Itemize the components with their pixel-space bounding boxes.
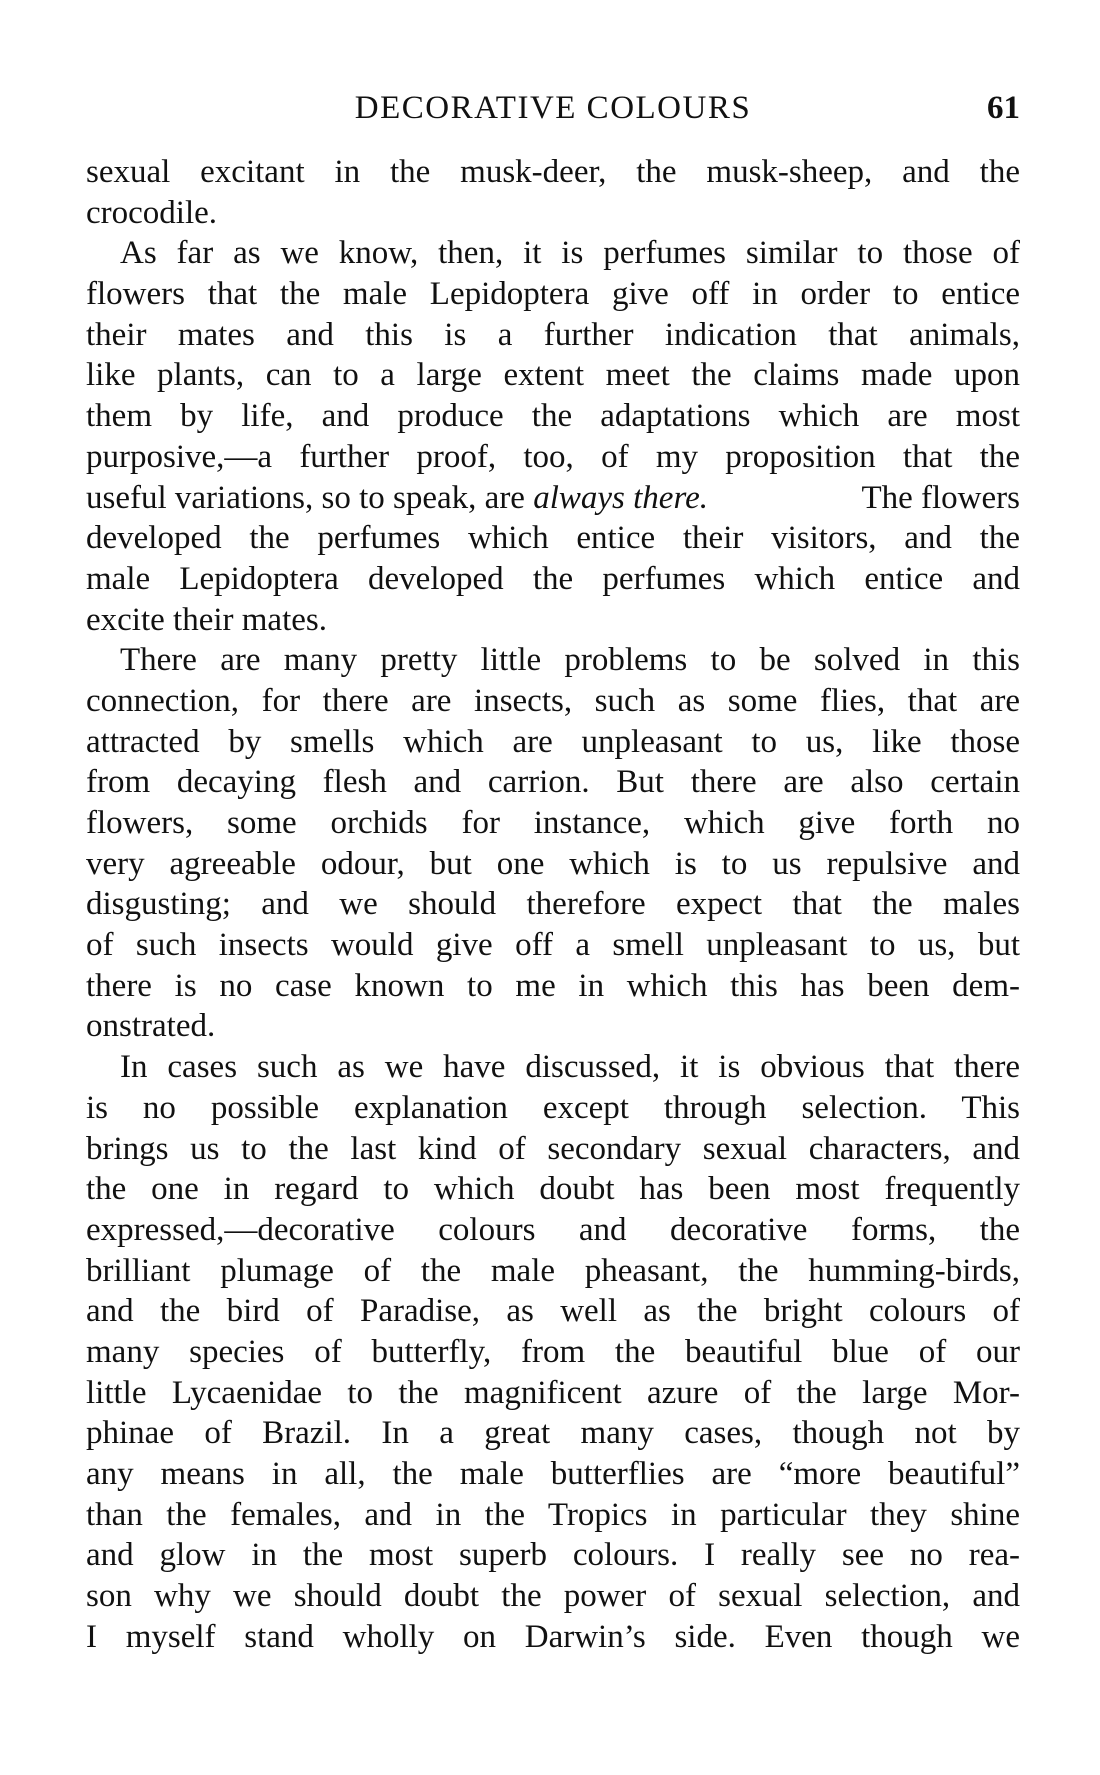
text-line: from decaying flesh and carrion. But there are also certain (86, 764, 1020, 801)
paragraph (86, 640, 1020, 1047)
text-line: many species of butterfly, from the beautiful blue of our (86, 1333, 1020, 1370)
text-line: and the bird of Paradise, as well as the bright colours of (86, 1293, 1020, 1330)
text-line: purposive,—a further proof, too, of my proposition that the (86, 438, 1020, 475)
paragraph (86, 1047, 1020, 1657)
text-line: In cases such as we have discussed, it is obvious that there (120, 1049, 1020, 1086)
text-line: attracted by smells which are unpleasant to us, like those (86, 723, 1020, 760)
text-line: is no possible explanation except through selection. This (86, 1089, 1020, 1126)
text-line: onstrated. (86, 1008, 216, 1045)
text-line: brilliant plumage of the male pheasant, the humming-birds, (86, 1252, 1020, 1289)
text-line: flowers that the male Lepidoptera give off in order to entice (86, 276, 1020, 313)
text-line-with-emphasis (86, 478, 1020, 519)
text-segment-before: useful variations, so to speak, are (86, 479, 534, 516)
text-line: expressed,—decorative colours and decorative forms, the (86, 1211, 1020, 1248)
text-line: than the females, and in the Tropics in particular they shine (86, 1496, 1020, 1533)
text-line: flowers, some orchids for instance, which give forth no (86, 805, 1020, 841)
text-line: excite their mates. (86, 601, 327, 638)
text-line: male Lepidoptera developed the perfumes which entice and (86, 560, 1020, 597)
running-title: DECORATIVE COLOURS (354, 90, 752, 126)
text-line: there is no case known to me in which this has been dem- (86, 967, 1020, 1004)
text-line: phinae of Brazil. In a great many cases, though not by (86, 1415, 1020, 1452)
body-text (86, 152, 1020, 1657)
text-line: I myself stand wholly on Darwin’s side. Even though we (86, 1618, 1020, 1655)
text-line: son why we should doubt the power of sexual selection, and (86, 1578, 1020, 1615)
text-line: sexual excitant in the musk-deer, the musk-sheep, and the (86, 154, 1020, 190)
text-line: crocodile. (86, 194, 218, 231)
text-line: of such insects would give off a smell unpleasant to us, but (86, 927, 1020, 964)
paragraph (86, 233, 1020, 640)
text-line: their mates and this is a further indication that animals, (86, 316, 1020, 353)
text-line: the one in regard to which doubt has been most frequently (86, 1171, 1020, 1208)
text-line: connection, for there are insects, such as some flies, that are (86, 682, 1020, 719)
text-line: any means in all, the male butterflies are “more beautiful” (86, 1456, 1020, 1492)
text-segment-after: The flowers (861, 479, 1020, 516)
text-line: them by life, and produce the adaptations which are most (86, 398, 1020, 435)
text-segment (86, 478, 708, 519)
emphasis-text: always there. (533, 479, 708, 516)
text-line: As far as we know, then, it is perfumes similar to those of (120, 235, 1020, 272)
page-number: 61 (987, 90, 1020, 126)
text-line: and glow in the most superb colours. I really see no rea- (86, 1537, 1020, 1574)
text-line: like plants, can to a large extent meet the claims made upon (86, 357, 1020, 394)
paragraph (86, 152, 1020, 233)
text-line: brings us to the last kind of secondary sexual characters, and (86, 1130, 1020, 1167)
text-line: developed the perfumes which entice their visitors, and the (86, 520, 1020, 557)
text-line: disgusting; and we should therefore expect that the males (86, 886, 1020, 923)
text-line: very agreeable odour, but one which is to us repulsive and (86, 845, 1020, 882)
running-head (86, 86, 1020, 130)
text-line: little Lycaenidae to the magnificent azure of the large Mor- (86, 1374, 1020, 1411)
text-line: There are many pretty little problems to be solved in this (120, 642, 1020, 679)
